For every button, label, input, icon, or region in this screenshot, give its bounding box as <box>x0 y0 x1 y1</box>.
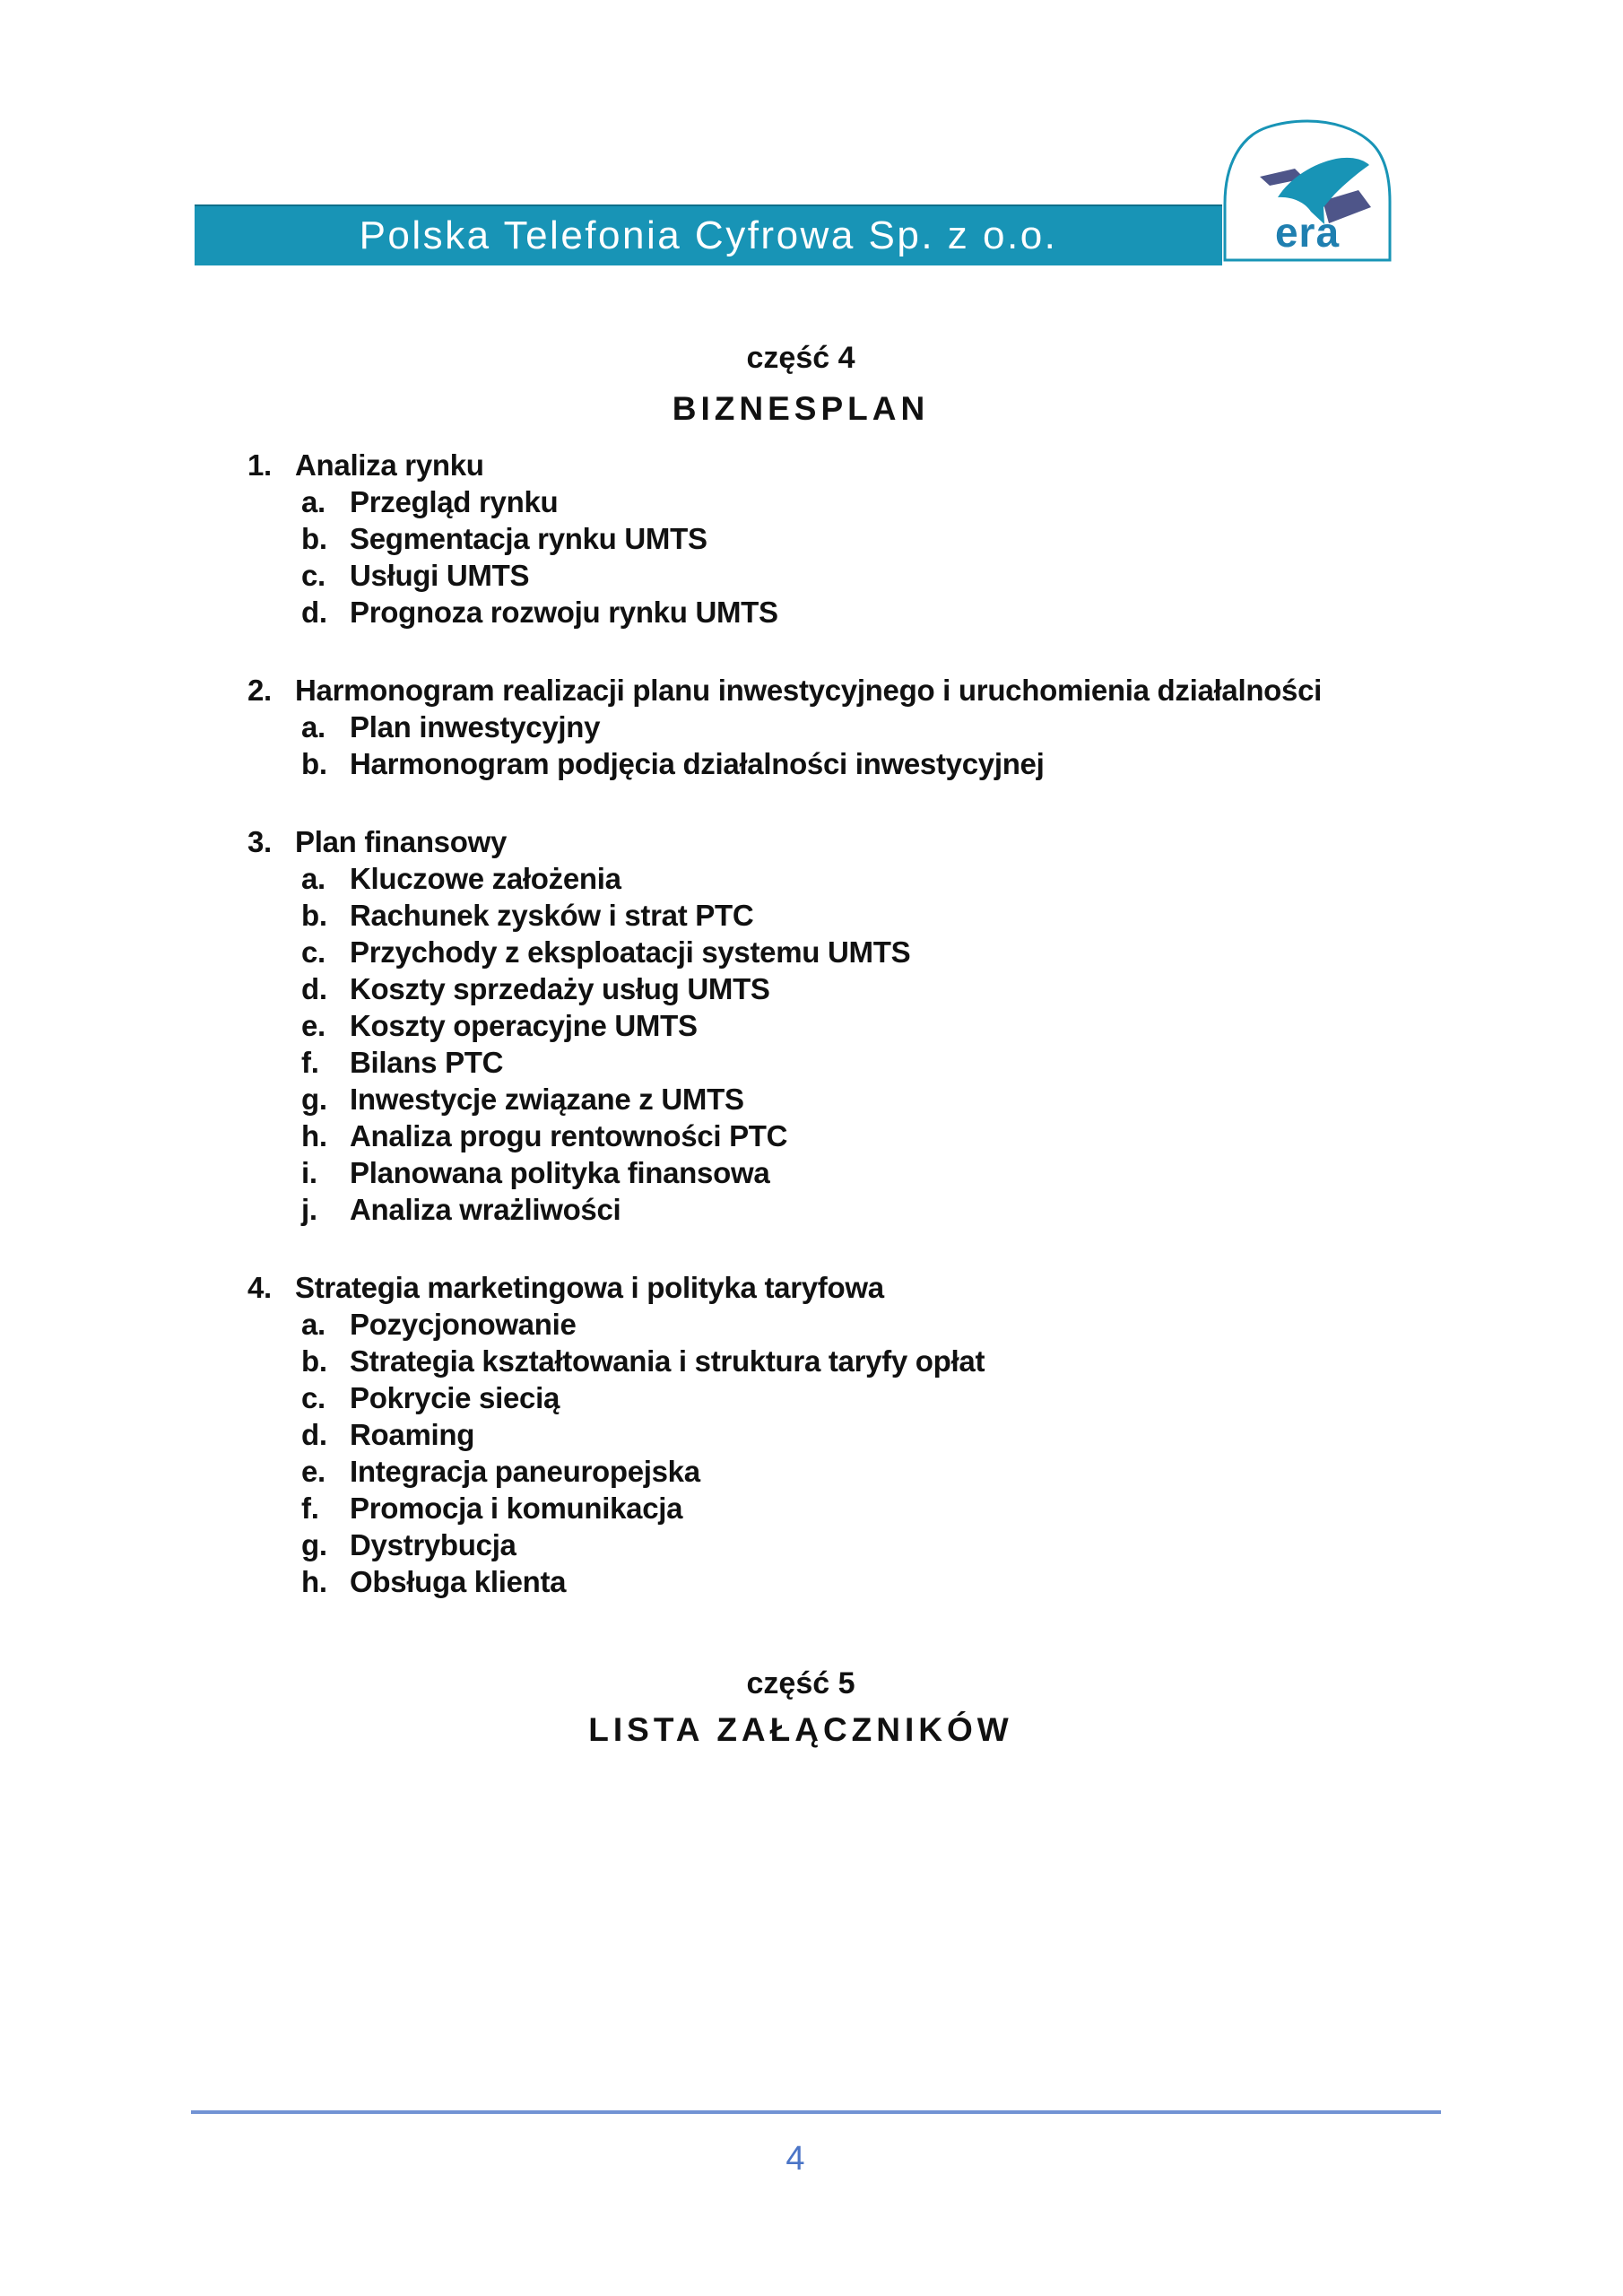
toc-group <box>0 672 1601 782</box>
toc-sub-item-label: Planowana polityka finansowa <box>350 1156 770 1189</box>
toc-item-marker: 3. <box>247 825 272 858</box>
toc-item <box>0 672 1601 709</box>
toc-sub-item <box>0 1416 1601 1453</box>
toc-sub-item-label: Strategia kształtowania i struktura taryfy opłat <box>350 1344 985 1378</box>
toc-sub-item <box>0 934 1601 970</box>
toc-sub-item-label: Pokrycie siecią <box>350 1381 560 1414</box>
toc-sub-item-label: Koszty operacyjne UMTS <box>350 1009 698 1042</box>
toc-sub-item-label: Pozycjonowanie <box>350 1308 577 1341</box>
toc-sub-item <box>0 1081 1601 1118</box>
toc-item-marker: 4. <box>247 1271 272 1304</box>
toc-sub-item-marker: d. <box>301 596 327 629</box>
toc-item <box>0 823 1601 860</box>
toc-item-label: Strategia marketingowa i polityka taryfowa <box>295 1271 884 1304</box>
toc-sub-item-marker: c. <box>301 559 325 592</box>
toc-sub-item-label: Kluczowe założenia <box>350 862 621 895</box>
toc-sub-item-label: Rachunek zysków i strat PTC <box>350 899 754 932</box>
toc-sub-item <box>0 745 1601 782</box>
footer-divider <box>191 2110 1441 2114</box>
toc-sub-item-label: Integracja paneuropejska <box>350 1455 700 1488</box>
toc-sub-item-label: Przychody z eksploatacji systemu UMTS <box>350 935 911 969</box>
part-4-title: BIZNESPLAN <box>672 390 930 427</box>
toc-sub-item-marker: j. <box>301 1193 317 1226</box>
toc-sub-item-marker: f. <box>301 1492 319 1525</box>
toc-sub-item <box>0 1379 1601 1416</box>
toc-sub-item-marker: g. <box>301 1083 327 1116</box>
toc-sub-item <box>0 1044 1601 1081</box>
toc-sub-item <box>0 594 1601 631</box>
toc-sub-item-marker: c. <box>301 1381 325 1414</box>
toc-sub-item-marker: b. <box>301 899 327 932</box>
toc-item-label: Plan finansowy <box>295 825 508 858</box>
toc-sub-item-label: Koszty sprzedaży usług UMTS <box>350 972 770 1005</box>
toc-sub-item <box>0 1490 1601 1526</box>
toc-sub-item <box>0 1154 1601 1191</box>
toc-sub-item-marker: g. <box>301 1528 327 1561</box>
toc-sub-item-label: Prognoza rozwoju rynku UMTS <box>350 596 778 629</box>
toc-sub-item-label: Obsługa klienta <box>350 1565 567 1598</box>
toc-sub-item <box>0 970 1601 1007</box>
toc-group <box>0 1269 1601 1600</box>
toc-sub-item <box>0 557 1601 594</box>
toc-group <box>0 823 1601 1228</box>
toc-sub-item-label: Bilans PTC <box>350 1046 504 1079</box>
toc-sub-item <box>0 709 1601 745</box>
toc-sub-item-marker: a. <box>301 710 325 744</box>
company-title: Polska Telefonia Cyfrowa Sp. z o.o. <box>359 213 1058 257</box>
toc-item-label: Harmonogram realizacji planu inwestycyjnego i uruchomienia działalności <box>295 674 1323 707</box>
toc-sub-item-label: Harmonogram podjęcia działalności inwestycyjnej <box>350 747 1045 780</box>
toc-sub-item-marker: b. <box>301 747 327 780</box>
toc-sub-item-marker: a. <box>301 485 325 518</box>
toc-sub-item <box>0 1563 1601 1600</box>
toc-sub-item-marker: b. <box>301 1344 327 1378</box>
toc-sub-item-marker: d. <box>301 972 327 1005</box>
toc-sub-item <box>0 1191 1601 1228</box>
toc-sub-item-marker: e. <box>301 1009 325 1042</box>
toc-sub-item-marker: a. <box>301 862 325 895</box>
toc-sub-item-marker: h. <box>301 1119 327 1152</box>
part-4-label: część 4 <box>746 341 855 375</box>
toc-sub-item-label: Dystrybucja <box>350 1528 516 1561</box>
toc-item <box>0 1269 1601 1306</box>
toc-sub-item-label: Przegląd rynku <box>350 485 559 518</box>
main-content <box>0 339 1601 1749</box>
toc-item-label: Analiza rynku <box>295 448 484 482</box>
toc-sub-item-label: Segmentacja rynku UMTS <box>350 522 707 555</box>
toc-sub-item <box>0 1343 1601 1379</box>
toc-sub-item <box>0 860 1601 897</box>
toc-sub-item-label: Roaming <box>350 1418 475 1451</box>
toc-sub-item-marker: i. <box>301 1156 317 1189</box>
header-bar <box>195 204 1222 265</box>
toc-sub-item-marker: a. <box>301 1308 325 1341</box>
era-logo <box>1222 118 1393 264</box>
toc-sub-item <box>0 520 1601 557</box>
logo-wordmark: era <box>1274 209 1341 256</box>
toc-sub-item <box>0 1306 1601 1343</box>
toc-sub-item-marker: e. <box>301 1455 325 1488</box>
toc-sub-item <box>0 483 1601 520</box>
toc-item <box>0 447 1601 483</box>
toc-sub-item-marker: f. <box>301 1046 319 1079</box>
toc-sub-item-label: Plan inwestycyjny <box>350 710 601 744</box>
era-logo-graphic <box>1222 118 1393 264</box>
toc-sub-item-label: Analiza progu rentowności PTC <box>350 1119 788 1152</box>
toc-sub-item-label: Promocja i komunikacja <box>350 1492 683 1525</box>
part-5-label: część 5 <box>746 1666 855 1700</box>
toc-sub-item-label: Usługi UMTS <box>350 559 530 592</box>
toc-item-marker: 1. <box>247 448 272 482</box>
toc-sub-item <box>0 1453 1601 1490</box>
toc-sub-item <box>0 897 1601 934</box>
toc-sub-item-marker: c. <box>301 935 325 969</box>
toc-sub-item-label: Analiza wrażliwości <box>350 1193 621 1226</box>
toc-sub-item <box>0 1007 1601 1044</box>
toc-sub-item <box>0 1118 1601 1154</box>
toc-sub-item-marker: h. <box>301 1565 327 1598</box>
page-number: 4 <box>785 2140 805 2178</box>
toc-sub-item-marker: b. <box>301 522 327 555</box>
toc-group <box>0 447 1601 631</box>
toc-list <box>0 447 1601 1600</box>
toc-sub-item <box>0 1526 1601 1563</box>
toc-sub-item-label: Inwestycje związane z UMTS <box>350 1083 744 1116</box>
toc-sub-item-marker: d. <box>301 1418 327 1451</box>
part-5-title: LISTA ZAŁĄCZNIKÓW <box>588 1711 1013 1748</box>
toc-item-marker: 2. <box>247 674 272 707</box>
